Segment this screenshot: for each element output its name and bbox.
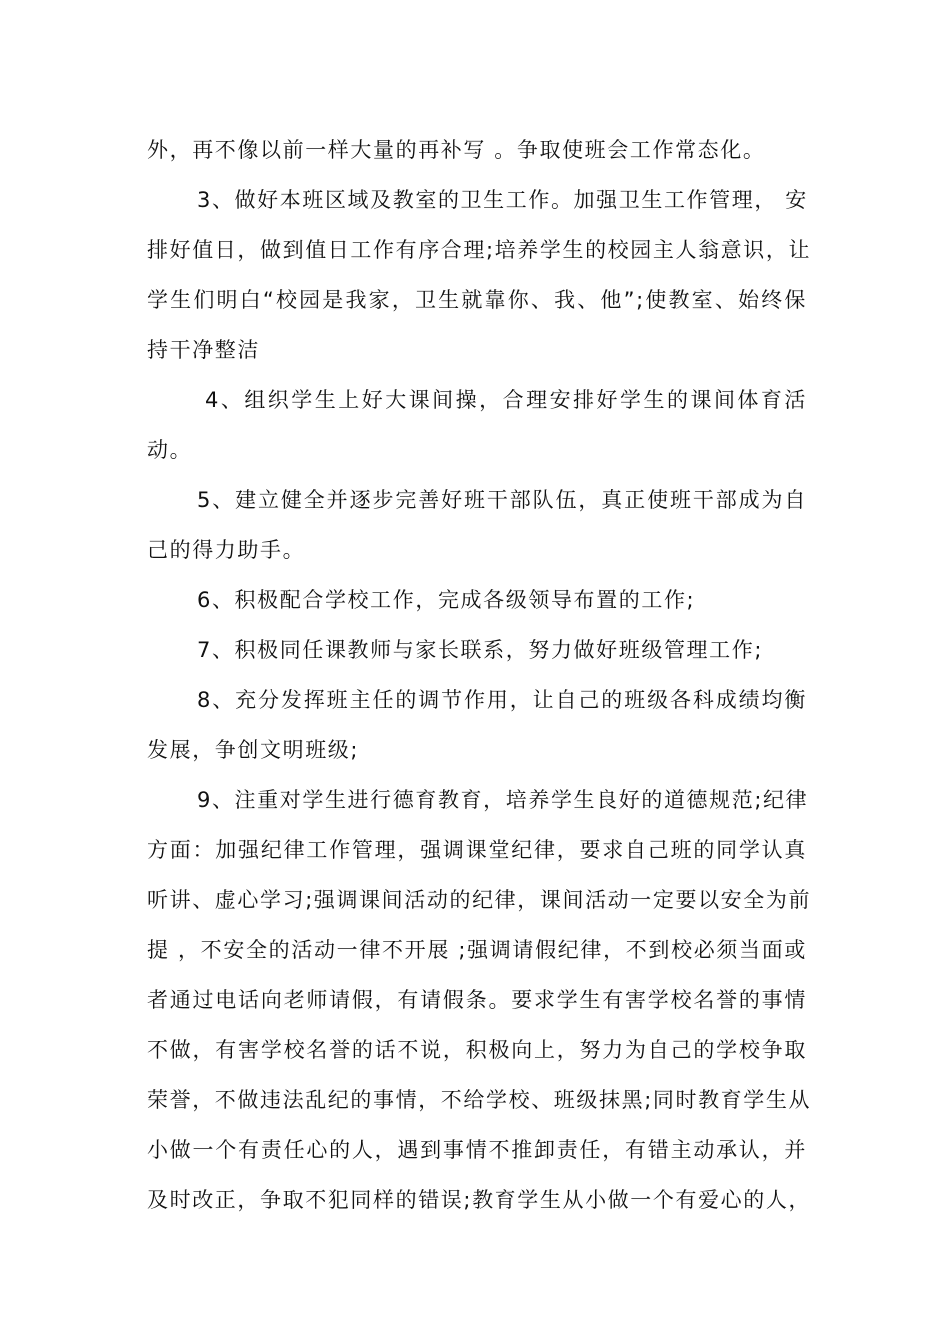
text-line-12: 8、充分发挥班主任的调节作用，让自己的班级各科成绩均衡 (197, 688, 807, 712)
text-line-4: 学生们明白“校园是我家，卫生就靠你、我、他”;使教室、始终保 (147, 288, 807, 312)
text-line-22: 及时改正，争取不犯同样的错误;教育学生从小做一个有爱心的人， (147, 1188, 812, 1212)
text-line-13: 发展，争创文明班级; (147, 738, 360, 762)
text-line-2: 3、做好本班区域及教室的卫生工作。加强卫生工作管理， 安 (197, 188, 808, 212)
text-line-20: 荣誉，不做违法乱纪的事情，不给学校、班级抹黑;同时教育学生从 (147, 1088, 812, 1112)
text-line-9: 己的得力助手。 (147, 538, 306, 562)
text-line-8: 5、建立健全并逐步完善好班干部队伍，真正使班干部成为自 (197, 488, 807, 512)
text-line-15: 方面：加强纪律工作管理，强调课堂纪律，要求自己班的同学认真 (147, 838, 807, 862)
text-line-18: 者通过电话向老师请假，有请假条。要求学生有害学校名誉的事情 (147, 988, 807, 1012)
text-line-19: 不做，有害学校名誉的话不说，积极向上，努力为自己的学校争取 (147, 1038, 807, 1062)
text-line-6: 4、组织学生上好大课间操，合理安排好学生的课间体育活 (205, 388, 807, 412)
text-line-1: 外，再不像以前一样大量的再补写 。争取使班会工作常态化。 (147, 138, 766, 162)
text-line-16: 听讲、虚心学习;强调课间活动的纪律，课间活动一定要以安全为前 (147, 888, 812, 912)
text-line-17: 提 ，不安全的活动一律不开展 ;强调请假纪律，不到校必须当面或 (147, 938, 807, 962)
text-line-3: 排好值日，做到值日工作有序合理;培养学生的校园主人翁意识，让 (147, 238, 812, 262)
text-line-14: 9、注重对学生进行德育教育，培养学生良好的道德规范;纪律 (197, 788, 809, 812)
text-line-10: 6、积极配合学校工作，完成各级领导布置的工作; (197, 588, 696, 612)
text-line-5: 持干净整洁 (147, 338, 260, 362)
text-line-11: 7、积极同任课教师与家长联系，努力做好班级管理工作; (197, 638, 764, 662)
text-line-7: 动。 (147, 438, 193, 462)
text-line-21: 小做一个有责任心的人，遇到事情不推卸责任，有错主动承认，并 (147, 1138, 807, 1162)
